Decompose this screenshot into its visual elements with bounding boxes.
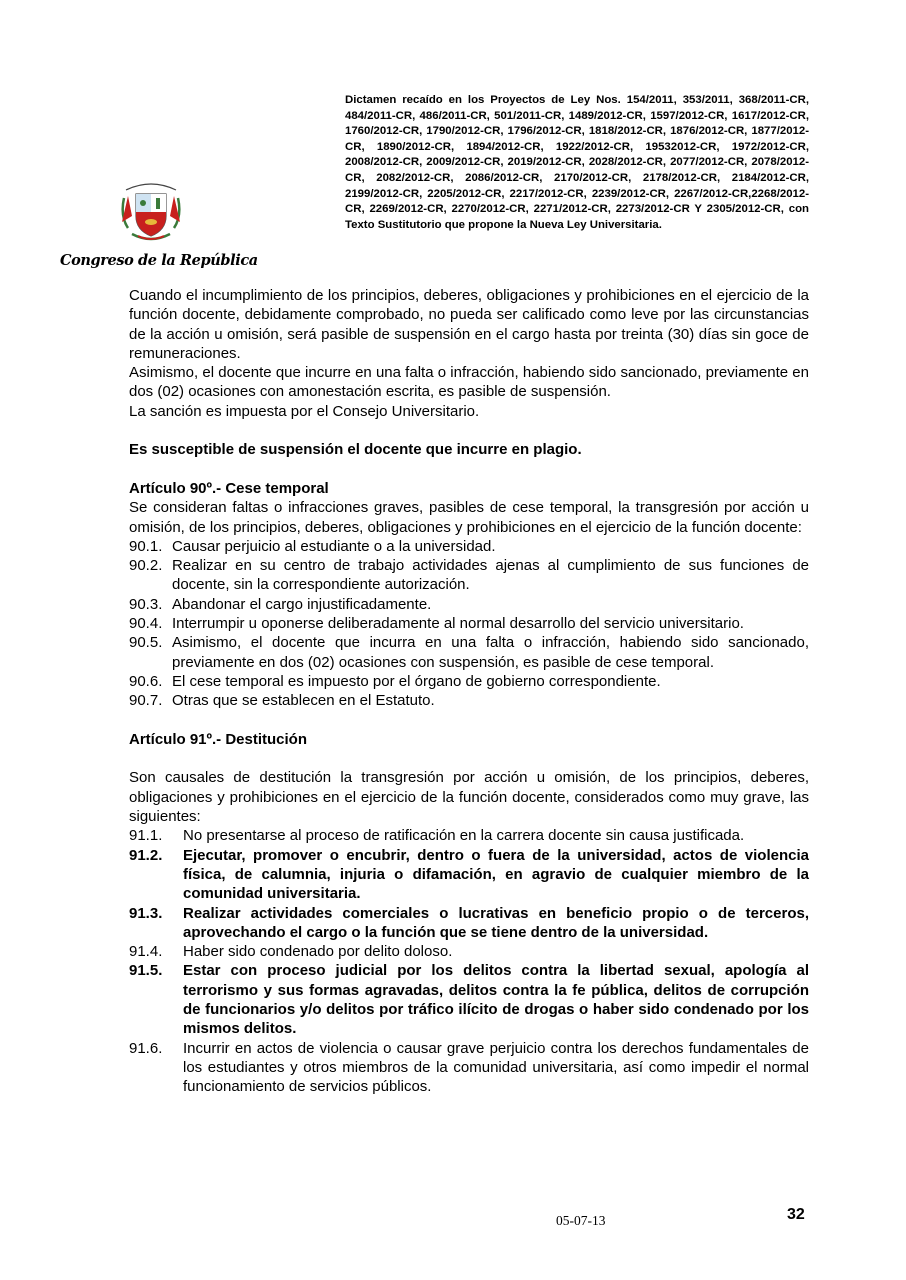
article-90-title: Artículo 90º.- Cese temporal: [129, 479, 329, 497]
item-number: 91.3.: [129, 904, 163, 922]
list-item: [129, 942, 809, 961]
item-number: 91.1.: [129, 827, 163, 845]
item-number: 91.4.: [129, 943, 163, 961]
page-number: 32: [787, 1206, 805, 1223]
article-90-list: [129, 537, 809, 711]
item-text: Abandonar el cargo injustificadamente.: [172, 595, 432, 613]
document-body: [129, 286, 809, 1096]
item-text: Estar con proceso judicial por los delitos contra la libertad sexual, apología al terrorismo y sus formas agravadas, delitos contra la fe pública, delitos de corrupción de funcionarios y/o delitos por tráfico ilícito de drogas o haber sido condenado por los mismos delitos.: [183, 962, 809, 1038]
article-91-list: [129, 826, 809, 1096]
item-number: 90.2.: [129, 557, 163, 575]
item-text: Otras que se establecen en el Estatuto.: [172, 692, 435, 710]
item-number: 91.6.: [129, 1039, 163, 1057]
footer-date: 05-07-13: [556, 1213, 606, 1228]
item-text: Asimismo, el docente que incurra en una falta o infracción, habiendo sido sancionado, previamente en dos (02) ocasiones con suspensión, es pasible de cese temporal.: [172, 634, 809, 671]
item-number: 90.7.: [129, 692, 163, 710]
article-91-title: Artículo 91º.- Destitución: [129, 730, 308, 748]
item-text: Incurrir en actos de violencia o causar grave perjuicio contra los derechos fundamentales de los estudiantes y otros miembros de la comunidad universitaria, así como impedir el normal funcionamiento de servicios públicos.: [183, 1039, 809, 1096]
item-text: Realizar en su centro de trabajo actividades ajenas al cumplimiento de sus funciones de docente, sin la correspondiente autorización.: [172, 557, 809, 594]
list-item: [129, 614, 809, 633]
list-item: [129, 1039, 809, 1097]
paragraph: La sanción es impuesta por el Consejo Universitario.: [129, 402, 480, 420]
item-number: 90.3.: [129, 595, 163, 613]
list-item: [129, 595, 809, 614]
list-item: [129, 904, 809, 943]
item-number: 90.4.: [129, 615, 163, 633]
list-item: [129, 556, 809, 595]
paragraph: Asimismo, el docente que incurre en una falta o infracción, habiendo sido sancionado, previamente en dos (02) ocasiones con amonestación escrita, es pasible de suspensión.: [129, 364, 809, 401]
item-text: Realizar actividades comerciales o lucrativas en beneficio propio o de terceros, aprovechando el cargo o la función que se tiene dentro de la universidad.: [183, 904, 809, 941]
list-item: [129, 672, 809, 691]
list-item: [129, 826, 809, 845]
paragraph: Cuando el incumplimiento de los principios, deberes, obligaciones y prohibiciones en el ejercicio de la función docente, debidamente comprobado, no pueda ser calificado como leve por las circunstancias de la acción u omisión, será pasible de suspensión en el cargo hasta por treinta (30) días sin goce de remuneraciones.: [129, 287, 809, 362]
item-number: 91.2.: [129, 846, 163, 864]
dictamen-header: Dictamen recaído en los Proyectos de Ley Nos. 154/2011, 353/2011, 368/2011-CR, 484/2011-CR, 486/2011-CR, 501/2011-CR, 1489/2012-CR, 1597/2012-CR, 1617/2012-CR, 1760/2012-CR, 1790/2012-CR, 1796/2012-CR, 1818/2012-CR, 1876/2012-CR, 1877/2012-CR, 1890/2012-CR, 1894/2012-CR, 1922/2012-CR, 19532012-CR, 1972/2012-CR, 2008/2012-CR, 2009/2012-CR, 2019/2012-CR, 2028/2012-CR, 2077/2012-CR, 2078/2012-CR, 2082/2012-CR, 2086/2012-CR, 2170/2012-CR, 2178/2012-CR, 2184/2012-CR, 2199/2012-CR, 2205/2012-CR, 2217/2012-CR, 2239/2012-CR, 2267/2012-CR,2268/2012-CR, 2269/2012-CR, 2270/2012-CR, 2271/2012-CR, 2273/2012-CR Y 2305/2012-CR, con Texto Sustitutorio que propone la Nueva Ley Universitaria.: [345, 94, 809, 231]
item-number: 90.5.: [129, 634, 163, 652]
list-item: [129, 846, 809, 904]
article-90-intro: Se consideran faltas o infracciones graves, pasibles de cese temporal, la transgresión por acción u omisión, de los principios, deberes, obligaciones y prohibiciones en el ejercicio de la función docente:: [129, 499, 809, 536]
item-number: 90.1.: [129, 537, 163, 555]
logo-caption: Congreso de la República: [60, 252, 258, 269]
item-text: Ejecutar, promover o encubrir, dentro o fuera de la universidad, actos de violencia física, de calumnia, injuria o difamación, en agravio de cualquier miembro de la comunidad universitaria.: [183, 846, 809, 903]
item-text: No presentarse al proceso de ratificación en la carrera docente sin causa justificada.: [183, 827, 745, 845]
list-item: [129, 691, 809, 710]
coat-of-arms-icon: [118, 176, 184, 246]
list-item: [129, 961, 809, 1038]
article-91-intro: Son causales de destitución la transgresión por acción u omisión, de los principios, deberes, obligaciones y prohibiciones en el ejercicio de la función docente, considerados como muy grave, las siguientes:: [129, 769, 809, 826]
item-text: El cese temporal es impuesto por el órgano de gobierno correspondiente.: [172, 672, 661, 690]
bold-statement: Es susceptible de suspensión el docente que incurre en plagio.: [129, 441, 582, 459]
list-item: [129, 537, 809, 556]
item-text: Interrumpir u oponerse deliberadamente al normal desarrollo del servicio universitario.: [172, 615, 744, 633]
list-item: [129, 633, 809, 672]
item-text: Causar perjuicio al estudiante o a la universidad.: [172, 537, 496, 555]
item-number: 90.6.: [129, 672, 163, 690]
item-text: Haber sido condenado por delito doloso.: [183, 943, 453, 961]
item-number: 91.5.: [129, 962, 163, 980]
